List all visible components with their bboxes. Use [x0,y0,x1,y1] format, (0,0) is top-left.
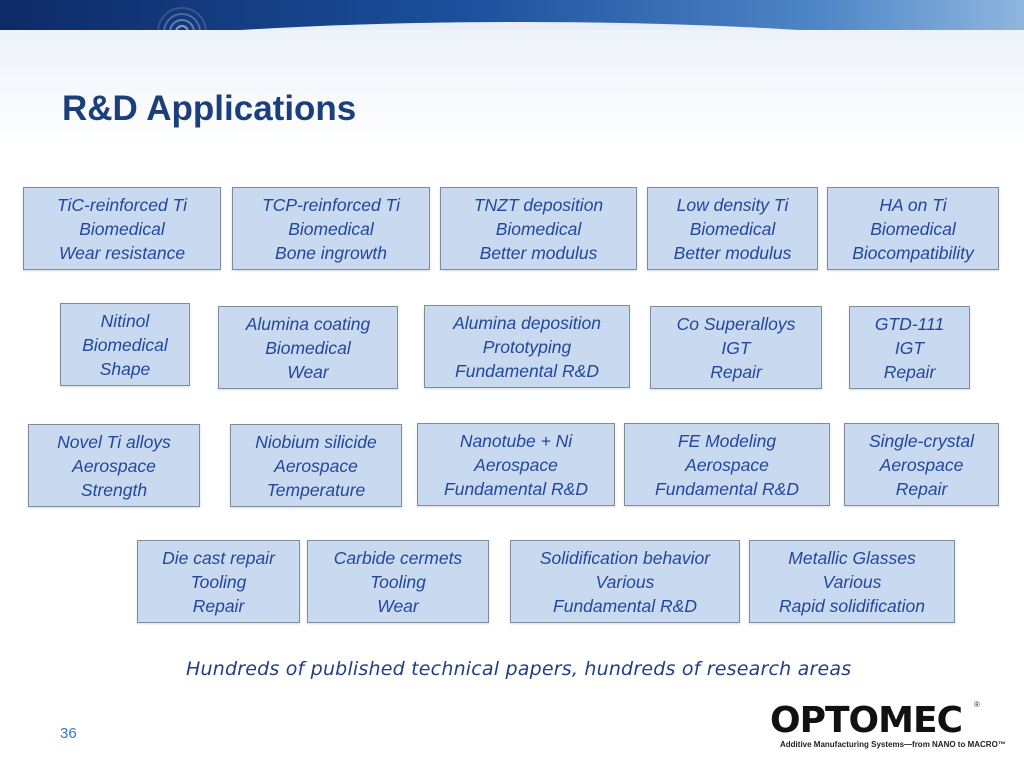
application-field: Biomedical [265,338,351,358]
application-box [424,305,630,388]
application-box [218,306,398,389]
application-material: Niobium silicide [255,432,377,452]
application-purpose: Temperature [266,480,366,500]
application-field: Biomedical [82,335,168,355]
application-purpose: Fundamental R&D [553,596,697,616]
application-field: Tooling [190,572,247,592]
application-box [749,540,955,623]
page-number: 36 [60,725,77,742]
application-material: Carbide cermets [333,548,463,568]
application-purpose: Repair [883,362,936,382]
application-box [650,306,822,389]
application-field: Aerospace [474,455,558,475]
application-material: Single-crystal [868,431,975,451]
application-box [307,540,489,623]
application-field: Tooling [370,572,426,592]
application-material: TCP-reinforced Ti [262,195,400,215]
application-purpose: Bone ingrowth [275,243,387,263]
application-field: Aerospace [274,456,358,476]
application-purpose: Wear [287,362,329,382]
application-field: Biomedical [495,219,582,239]
application-material: Metallic Glasses [788,548,916,568]
application-box [624,423,830,506]
application-field: Aerospace [685,455,769,475]
application-field: Prototyping [482,337,572,357]
application-box [232,187,430,270]
application-purpose: Repair [710,362,762,382]
application-field: Biomedical [79,219,165,239]
application-field: Aerospace [879,455,964,475]
application-field: Biomedical [870,219,956,239]
application-purpose: Fundamental R&D [444,479,588,499]
application-purpose: Repair [192,596,245,616]
application-material: HA on Ti [879,195,947,215]
logo-wordmark: OPTOMEC [770,700,962,741]
application-field: Biomedical [689,219,776,239]
application-purpose: Wear resistance [58,243,186,263]
slide-title: R&D Applications [62,89,357,128]
application-field: Biomedical [288,219,374,239]
application-material: TiC-reinforced Ti [57,195,187,215]
logo-trademark: ® [974,700,980,709]
application-material: Die cast repair [162,548,275,568]
application-box [827,187,999,270]
application-material: GTD-111 [874,314,945,334]
application-purpose: Fundamental R&D [655,479,799,499]
application-material: Alumina coating [245,314,371,334]
application-material: TNZT deposition [473,195,604,215]
application-box [137,540,300,623]
application-material: Novel Ti alloys [57,432,171,452]
application-material: Solidification behavior [539,548,711,568]
application-box [28,424,200,507]
application-box [510,540,740,623]
application-field: Various [595,572,655,592]
application-purpose: Better modulus [673,243,792,263]
application-field: IGT [894,338,925,358]
application-field: Various [822,572,882,592]
application-box [647,187,818,270]
application-box [849,306,970,389]
slide-caption: Hundreds of published technical papers, hundreds of research areas [186,658,852,680]
application-purpose: Biocompatibility [852,243,974,263]
application-material: Nitinol [100,311,150,331]
application-box [230,424,402,507]
application-material: FE Modeling [677,431,777,451]
application-field: IGT [721,338,751,358]
application-purpose: Wear [377,596,419,616]
application-purpose: Strength [80,480,148,500]
application-box [60,303,190,386]
application-material: Alumina deposition [453,313,601,333]
application-box [23,187,221,270]
application-purpose: Rapid solidification [779,596,925,616]
application-material: Co Superalloys [676,314,796,334]
logo-tagline: Additive Manufacturing Systems—from NANO to MACRO™ [780,740,1006,749]
application-purpose: Shape [99,359,151,379]
application-box [440,187,637,270]
application-field: Aerospace [72,456,156,476]
application-material: Low density Ti [676,195,789,215]
application-purpose: Repair [895,479,948,499]
application-box [844,423,999,506]
application-box [417,423,615,506]
application-purpose: Fundamental R&D [455,361,599,381]
application-material: Nanotube + Ni [459,431,573,451]
application-purpose: Better modulus [479,243,598,263]
optomec-logo [770,700,1006,755]
